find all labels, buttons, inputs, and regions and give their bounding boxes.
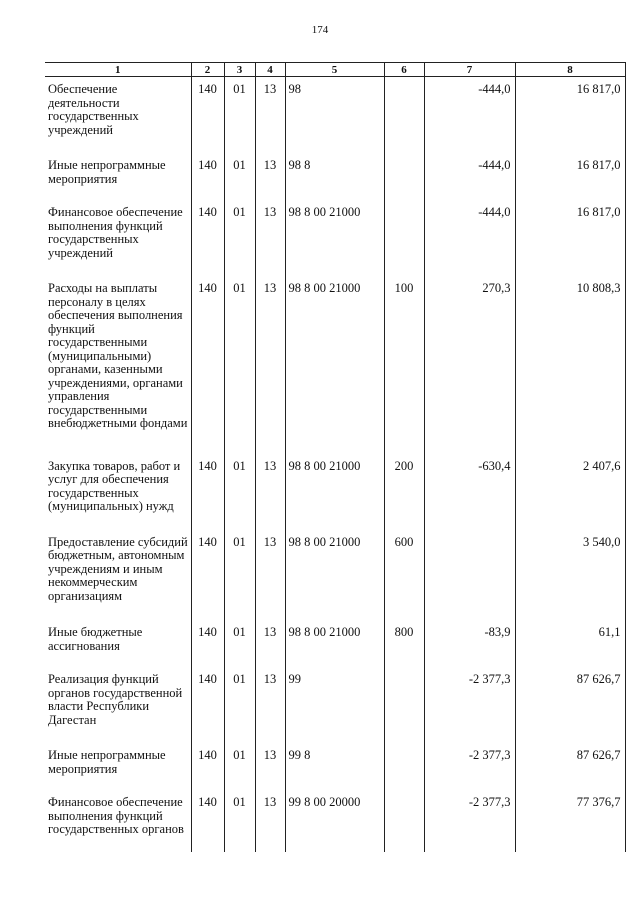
row-code-cell: 140 [191,276,224,453]
row-section-cell: 01 [224,200,255,276]
column-header: 7 [424,63,515,77]
row-expense-type-cell: 800 [384,620,424,667]
row-section-cell: 01 [224,153,255,200]
row-change-amount-cell: -444,0 [424,153,515,200]
row-expense-type-cell [384,153,424,200]
row-target-article-cell: 98 8 00 21000 [285,276,384,453]
row-change-amount-cell: -2 377,3 [424,743,515,790]
row-code-cell: 140 [191,790,224,852]
table-row [45,743,625,790]
row-target-article-cell: 98 8 [285,153,384,200]
row-code-cell: 140 [191,530,224,621]
row-total-amount-cell: 3 540,0 [515,530,625,621]
row-subsection-cell: 13 [255,77,285,154]
row-expense-type-cell [384,667,424,743]
row-change-amount-cell: -444,0 [424,77,515,154]
row-target-article-cell: 98 8 00 21000 [285,620,384,667]
row-subsection-cell: 13 [255,620,285,667]
row-subsection-cell: 13 [255,790,285,852]
row-name-cell: Реализация функций органов государственной власти Республики Дагестан [45,667,191,743]
budget-table [45,62,626,852]
row-section-cell: 01 [224,530,255,621]
table-row [45,153,625,200]
row-section-cell: 01 [224,454,255,530]
row-target-article-cell: 98 [285,77,384,154]
header-row [45,63,625,77]
row-subsection-cell: 13 [255,200,285,276]
column-header: 8 [515,63,625,77]
row-expense-type-cell [384,200,424,276]
row-total-amount-cell: 77 376,7 [515,790,625,852]
row-total-amount-cell: 61,1 [515,620,625,667]
row-target-article-cell: 99 [285,667,384,743]
row-name-cell: Предоставление субсидий бюджетным, автономным учреждениям и иным некоммерческим организациям [45,530,191,621]
table-row [45,667,625,743]
row-section-cell: 01 [224,620,255,667]
table-row [45,77,625,154]
row-name-cell: Иные бюджетные ассигнования [45,620,191,667]
row-section-cell: 01 [224,77,255,154]
row-subsection-cell: 13 [255,454,285,530]
row-target-article-cell: 98 8 00 21000 [285,200,384,276]
row-section-cell: 01 [224,790,255,852]
row-total-amount-cell: 87 626,7 [515,667,625,743]
row-total-amount-cell: 10 808,3 [515,276,625,453]
row-total-amount-cell: 16 817,0 [515,77,625,154]
row-total-amount-cell: 87 626,7 [515,743,625,790]
row-target-article-cell: 98 8 00 21000 [285,530,384,621]
row-name-cell: Расходы на выплаты персоналу в целях обеспечения выполнения функций государственными (муниципальными) органами, казенными учреждениями, органами управления государственными внебюджетными фондами [45,276,191,453]
row-change-amount-cell: -2 377,3 [424,790,515,852]
table-row [45,200,625,276]
row-name-cell: Иные непрограммные мероприятия [45,743,191,790]
row-target-article-cell: 98 8 00 21000 [285,454,384,530]
column-header: 3 [224,63,255,77]
page-number: 174 [311,24,329,36]
row-expense-type-cell: 200 [384,454,424,530]
row-section-cell: 01 [224,276,255,453]
row-change-amount-cell: 270,3 [424,276,515,453]
budget-table-container [45,62,625,852]
row-section-cell: 01 [224,667,255,743]
row-code-cell: 140 [191,77,224,154]
row-total-amount-cell: 16 817,0 [515,153,625,200]
column-header: 4 [255,63,285,77]
row-change-amount-cell: -2 377,3 [424,667,515,743]
row-code-cell: 140 [191,743,224,790]
row-name-cell: Закупка товаров, работ и услуг для обеспечения государственных (муниципальных) нужд [45,454,191,530]
table-row [45,454,625,530]
row-subsection-cell: 13 [255,743,285,790]
table-body [45,77,625,853]
row-subsection-cell: 13 [255,530,285,621]
row-name-cell: Финансовое обеспечение выполнения функций государственных органов [45,790,191,852]
row-subsection-cell: 13 [255,667,285,743]
row-name-cell: Обеспечение деятельности государственных учреждений [45,77,191,154]
row-subsection-cell: 13 [255,153,285,200]
table-row [45,276,625,453]
row-expense-type-cell [384,77,424,154]
row-expense-type-cell [384,790,424,852]
row-expense-type-cell: 600 [384,530,424,621]
row-total-amount-cell: 16 817,0 [515,200,625,276]
row-change-amount-cell [424,530,515,621]
column-header: 2 [191,63,224,77]
row-code-cell: 140 [191,454,224,530]
row-target-article-cell: 99 8 00 20000 [285,790,384,852]
row-code-cell: 140 [191,200,224,276]
row-change-amount-cell: -630,4 [424,454,515,530]
row-change-amount-cell: -83,9 [424,620,515,667]
row-section-cell: 01 [224,743,255,790]
row-name-cell: Финансовое обеспечение выполнения функций государственных учреждений [45,200,191,276]
row-subsection-cell: 13 [255,276,285,453]
row-code-cell: 140 [191,620,224,667]
column-header: 5 [285,63,384,77]
row-code-cell: 140 [191,667,224,743]
row-expense-type-cell: 100 [384,276,424,453]
table-row [45,790,625,852]
table-row [45,620,625,667]
row-name-cell: Иные непрограммные мероприятия [45,153,191,200]
row-target-article-cell: 99 8 [285,743,384,790]
row-total-amount-cell: 2 407,6 [515,454,625,530]
row-code-cell: 140 [191,153,224,200]
table-row [45,530,625,621]
column-header: 6 [384,63,424,77]
row-change-amount-cell: -444,0 [424,200,515,276]
column-header: 1 [45,63,191,77]
row-expense-type-cell [384,743,424,790]
